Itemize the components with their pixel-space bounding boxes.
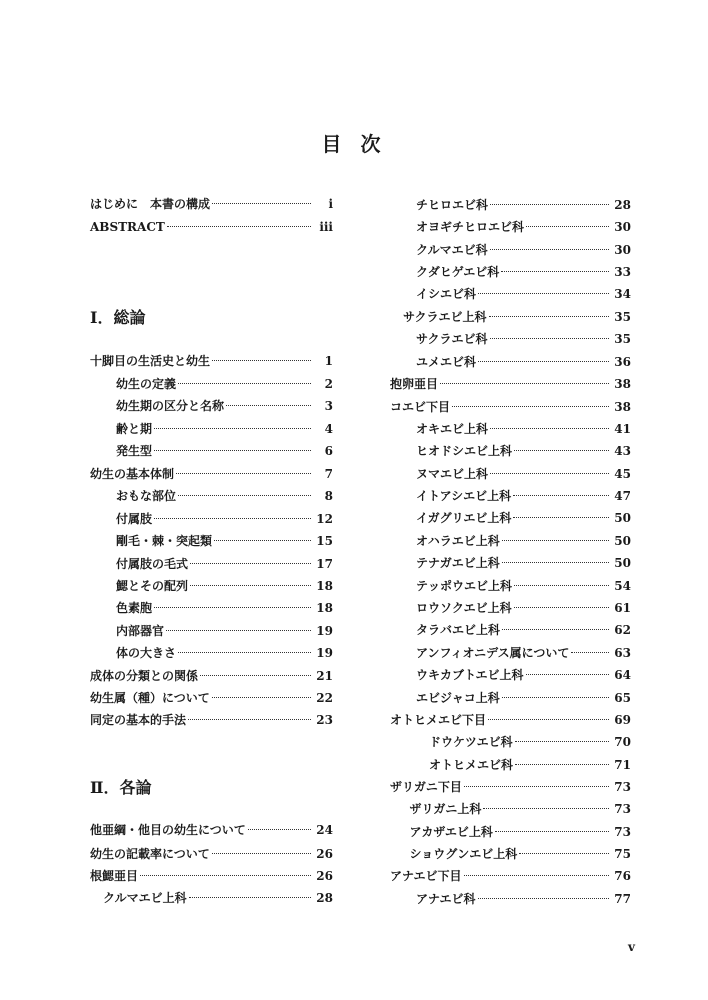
toc-entry-label: 齢と期: [116, 422, 153, 436]
toc-entry-label: イシエビ科: [416, 287, 477, 301]
toc-entry-page: 70: [614, 735, 631, 749]
toc-entry-label: アカザエビ上科: [409, 825, 493, 839]
toc-entry[interactable]: [416, 510, 631, 526]
toc-entry-page: 63: [614, 646, 631, 660]
leader-dots: [490, 473, 609, 474]
toc-entry[interactable]: [116, 376, 333, 392]
toc-entry-label: ザリガニ下目: [390, 780, 462, 794]
toc-entry[interactable]: [416, 264, 631, 280]
leader-dots: [514, 450, 609, 451]
toc-entry[interactable]: [116, 443, 333, 459]
toc-entry-page: 33: [614, 265, 631, 279]
toc-entry-label: 成体の分類との関係: [90, 669, 199, 683]
toc-entry-label: 発生型: [116, 444, 153, 458]
toc-entry-label: テナガエビ上科: [416, 556, 500, 570]
leader-dots: [212, 203, 311, 204]
leader-dots: [513, 517, 609, 518]
leader-dots: [200, 675, 311, 676]
toc-entry[interactable]: [416, 466, 631, 482]
toc-entry[interactable]: [116, 600, 333, 616]
toc-entry-label: はじめに 本書の構成: [90, 197, 211, 211]
toc-entry[interactable]: [416, 197, 631, 213]
leader-dots: [526, 674, 609, 675]
toc-entry[interactable]: [416, 645, 631, 661]
toc-entry-page: 34: [614, 287, 631, 301]
toc-entry[interactable]: [390, 868, 631, 884]
leader-dots: [214, 540, 311, 541]
toc-entry-label: 付属肢: [116, 512, 153, 526]
toc-entry-page: 19: [316, 624, 333, 638]
page-title: 目 次: [321, 132, 387, 156]
toc-entry-page: 26: [316, 847, 333, 861]
toc-entry[interactable]: [416, 578, 631, 594]
toc-entry-label: コエビ下目: [390, 400, 451, 414]
toc-entry[interactable]: [416, 533, 631, 549]
toc-entry-label: クダヒゲエビ科: [416, 265, 500, 279]
toc-entry-label: クルマエビ上科: [103, 891, 187, 905]
toc-entry[interactable]: [429, 757, 631, 773]
toc-entry-page: 62: [614, 623, 631, 637]
toc-entry-page: 64: [614, 668, 631, 682]
toc-entry-page: 45: [614, 467, 631, 481]
toc-entry-label: 幼生の定義: [116, 377, 177, 391]
leader-dots: [513, 495, 609, 496]
toc-entry-label: 幼生属（種）について: [90, 691, 210, 705]
toc-entry-page: 43: [614, 444, 631, 458]
toc-entry-label: 幼生の記載率について: [90, 847, 210, 861]
toc-entry-page: 6: [324, 444, 333, 458]
leader-dots: [189, 897, 311, 898]
toc-entry-label: 内部器官: [116, 624, 165, 638]
toc-entry-label: オトヒメエビ下目: [390, 713, 487, 727]
toc-entry[interactable]: [90, 353, 333, 369]
toc-entry[interactable]: [90, 868, 333, 884]
toc-entry[interactable]: [410, 824, 632, 840]
toc-entry-page: 38: [614, 377, 631, 391]
toc-entry[interactable]: [390, 399, 631, 415]
toc-entry-label: ザリガニ上科: [409, 802, 482, 816]
toc-entry-page: 4: [324, 422, 333, 436]
toc-entry-page: 50: [614, 534, 631, 548]
toc-entry-page: 23: [316, 713, 333, 727]
toc-entry-label: アナエビ科: [416, 892, 476, 906]
toc-entry-page: 17: [316, 557, 333, 571]
leader-dots: [526, 226, 609, 227]
toc-entry[interactable]: [416, 600, 631, 616]
toc-entry-page: 76: [614, 869, 631, 883]
toc-entry[interactable]: [416, 667, 631, 683]
toc-entry-label: アナエビ下目: [390, 869, 462, 883]
toc-entry-label: 体の大きさ: [116, 646, 177, 660]
leader-dots: [176, 473, 311, 474]
toc-entry-label: 剛毛・棘・突起類: [116, 534, 213, 548]
toc-entry[interactable]: [90, 668, 333, 684]
toc-entry-page: 19: [316, 646, 333, 660]
toc-entry-label: 他亜綱・他目の幼生について: [90, 823, 246, 837]
toc-entry-label: ABSTRACT: [90, 220, 165, 234]
toc-entry[interactable]: [416, 622, 631, 638]
leader-dots: [502, 562, 609, 563]
leader-dots: [478, 361, 609, 362]
leader-dots: [514, 585, 609, 586]
toc-entry-page: 71: [614, 758, 631, 772]
leader-dots: [440, 383, 609, 384]
toc-entry[interactable]: [416, 421, 631, 437]
toc-entry[interactable]: [410, 801, 632, 817]
leader-dots: [478, 293, 609, 294]
toc-entry[interactable]: [90, 822, 333, 838]
leader-dots: [514, 607, 609, 608]
toc-entry-label: 鰓とその配列: [116, 579, 189, 593]
toc-entry-label: サクラエビ科: [416, 332, 488, 346]
leader-dots: [515, 764, 609, 765]
leader-dots: [188, 719, 311, 720]
leader-dots: [190, 563, 311, 564]
leader-dots: [488, 719, 609, 720]
toc-entry[interactable]: [390, 779, 631, 795]
leader-dots: [167, 226, 311, 227]
leader-dots: [490, 204, 609, 205]
toc-entry[interactable]: [416, 331, 631, 347]
toc-entry[interactable]: [103, 890, 333, 906]
toc-entry-page: 77: [614, 892, 631, 906]
leader-dots: [154, 450, 311, 451]
toc-entry-label: イトアシエビ上科: [416, 489, 512, 503]
toc-entry-page: 18: [316, 579, 333, 593]
toc-entry[interactable]: [410, 846, 632, 862]
section-heading: Ⅰ．総論: [90, 308, 146, 327]
toc-entry-label: クルマエビ科: [416, 243, 488, 257]
toc-entry[interactable]: [90, 846, 333, 862]
toc-entry-page: 61: [614, 601, 631, 615]
leader-dots: [490, 249, 609, 250]
toc-entry-page: i: [328, 197, 333, 211]
toc-entry-label: ドウケツエビ科: [429, 735, 513, 749]
toc-entry-label: チヒロエビ科: [416, 198, 489, 212]
toc-entry-page: 47: [614, 489, 631, 503]
leader-dots: [154, 607, 311, 608]
leader-dots: [212, 360, 311, 361]
toc-entry-page: 73: [614, 825, 631, 839]
toc-entry[interactable]: [116, 623, 333, 639]
toc-entry[interactable]: [390, 712, 631, 728]
leader-dots: [452, 406, 609, 407]
toc-entry[interactable]: [403, 309, 631, 325]
toc-entry-page: 2: [324, 377, 333, 391]
toc-entry-page: 3: [324, 399, 333, 413]
leader-dots: [489, 316, 609, 317]
toc-entry-label: オヨギチヒロエビ科: [416, 220, 525, 234]
leader-dots: [154, 428, 311, 429]
toc-entry[interactable]: [116, 645, 333, 661]
toc-entry-label: エビジャコ上科: [416, 691, 500, 705]
toc-entry-label: オハラエビ上科: [416, 534, 500, 548]
toc-entry-page: 65: [614, 691, 631, 705]
toc-entry[interactable]: [116, 398, 333, 414]
toc-entry-page: 73: [614, 802, 631, 816]
toc-entry-page: 35: [614, 332, 631, 346]
toc-entry-label: 付属肢の毛式: [116, 557, 189, 571]
leader-dots: [226, 405, 311, 406]
leader-dots: [519, 853, 609, 854]
toc-entry[interactable]: [116, 488, 333, 504]
toc-entry[interactable]: [90, 219, 333, 235]
toc-entry-page: 30: [614, 220, 631, 234]
toc-entry-page: 8: [324, 489, 333, 503]
toc-entry-label: アンフィオニデス属について: [416, 646, 570, 660]
leader-dots: [140, 875, 311, 876]
leader-dots: [464, 786, 609, 787]
toc-entry-label: おもな部位: [116, 489, 177, 503]
toc-entry[interactable]: [116, 511, 333, 527]
toc-entry-label: ユメエビ科: [416, 355, 477, 369]
leader-dots: [212, 697, 311, 698]
toc-entry-label: ウキカブトエビ上科: [416, 668, 524, 682]
page-number: v: [628, 940, 635, 954]
toc-entry[interactable]: [116, 578, 333, 594]
leader-dots: [515, 741, 609, 742]
toc-entry-label: オトヒメエビ科: [429, 758, 514, 772]
toc-entry[interactable]: [90, 466, 333, 482]
toc-entry-page: 28: [316, 891, 333, 905]
leader-dots: [501, 271, 609, 272]
leader-dots: [212, 853, 311, 854]
toc-entry[interactable]: [416, 443, 631, 459]
toc-entry-page: 30: [614, 243, 631, 257]
toc-entry-page: 54: [614, 579, 631, 593]
toc-entry-page: 41: [614, 422, 631, 436]
leader-dots: [154, 518, 311, 519]
toc-entry-label: タラバエビ上科: [416, 623, 501, 637]
toc-entry[interactable]: [416, 354, 631, 370]
toc-entry-label: テッポウエビ上科: [416, 579, 513, 593]
toc-entry-page: 35: [614, 310, 631, 324]
leader-dots: [502, 697, 609, 698]
toc-entry-label: 根鰓亜目: [90, 869, 139, 883]
leader-dots: [478, 898, 609, 899]
toc-entry[interactable]: [416, 690, 631, 706]
toc-entry[interactable]: [116, 421, 333, 437]
leader-dots: [248, 829, 311, 830]
leader-dots: [502, 629, 609, 630]
toc-entry-page: 50: [614, 511, 631, 525]
toc-entry-page: iii: [319, 220, 333, 234]
toc-entry-page: 28: [614, 198, 631, 212]
toc-entry-label: 幼生期の区分と名称: [116, 399, 225, 413]
toc-entry-label: 幼生の基本体制: [90, 467, 175, 481]
leader-dots: [178, 495, 311, 496]
leader-dots: [571, 652, 609, 653]
toc-entry[interactable]: [416, 219, 631, 235]
toc-entry-label: 抱卵亜目: [390, 377, 439, 391]
toc-entry-page: 24: [316, 823, 333, 837]
toc-entry-label: オキエビ上科: [416, 422, 489, 436]
toc-entry-page: 26: [316, 869, 333, 883]
toc-entry-page: 69: [614, 713, 631, 727]
toc-entry[interactable]: [416, 555, 631, 571]
toc-entry-label: サクラエビ上科: [403, 310, 487, 324]
toc-entry-page: 50: [614, 556, 631, 570]
toc-entry[interactable]: [90, 690, 333, 706]
leader-dots: [464, 875, 609, 876]
leader-dots: [502, 540, 609, 541]
toc-entry[interactable]: [416, 242, 631, 258]
toc-entry[interactable]: [116, 533, 333, 549]
toc-entry-label: ヌマエビ上科: [416, 467, 489, 481]
toc-entry[interactable]: [416, 488, 631, 504]
toc-entry-label: ヒオドシエビ上科: [416, 444, 513, 458]
toc-entry[interactable]: [429, 734, 631, 750]
toc-entry[interactable]: [390, 376, 631, 392]
toc-entry-page: 22: [316, 691, 333, 705]
toc-entry-page: 15: [316, 534, 333, 548]
toc-entry[interactable]: [416, 891, 631, 907]
toc-entry-label: イガグリエビ上科: [416, 511, 512, 525]
toc-entry-page: 38: [614, 400, 631, 414]
toc-entry-page: 18: [316, 601, 333, 615]
toc-entry-label: 同定の基本的手法: [90, 713, 187, 727]
toc-entry-page: 21: [316, 669, 333, 683]
toc-entry-page: 73: [614, 780, 631, 794]
toc-entry-page: 1: [324, 354, 333, 368]
leader-dots: [495, 831, 609, 832]
leader-dots: [490, 428, 609, 429]
toc-entry-label: 色素胞: [116, 601, 153, 615]
leader-dots: [166, 630, 311, 631]
toc-entry-page: 12: [316, 512, 333, 526]
toc-entry-label: ショウグンエビ上科: [409, 847, 518, 861]
toc-entry[interactable]: [416, 286, 631, 302]
leader-dots: [490, 338, 609, 339]
section-heading: Ⅱ．各論: [90, 778, 152, 797]
toc-entry-page: 7: [324, 467, 333, 481]
leader-dots: [178, 383, 311, 384]
toc-entry[interactable]: [90, 712, 333, 728]
toc-entry[interactable]: [116, 556, 333, 572]
leader-dots: [178, 652, 311, 653]
toc-entry-label: 十脚目の生活史と幼生: [90, 354, 211, 368]
toc-entry[interactable]: [90, 196, 333, 212]
toc-entry-page: 36: [614, 355, 631, 369]
toc-entry-label: ロウソクエビ上科: [416, 601, 512, 615]
leader-dots: [190, 585, 311, 586]
leader-dots: [483, 808, 609, 809]
toc-entry-page: 75: [614, 847, 631, 861]
